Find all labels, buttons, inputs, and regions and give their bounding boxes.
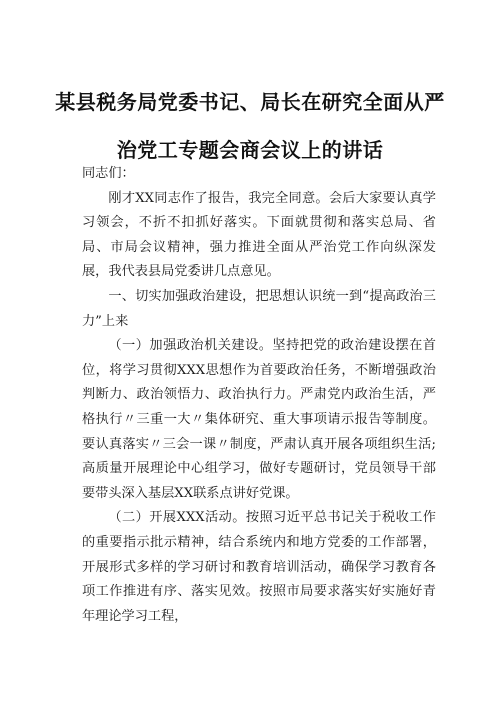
document-title-line-2: 治党工专题会商会议上的讲话 [116, 138, 384, 162]
paragraph-political-organ-building: （一）加强政治机关建设。坚持把党的政治建设摆在首位，将学习贯彻XXX思想作为首要政治任务，不断增强政治判断力、政治领悟力、政治执行力。严肃党内政治生活，严格执行〃三重一大〃集体研究、重大事项请示报告等制度。要认真落实〃三会一课〃制度，严肃认真开展各项组织生活;高质量开展理论中心组学习，做好专题研讨，党员领导干部要带头深入基层XX联系点讲好党课。 [82, 338, 436, 501]
paragraph-opening: 刚才XX同志作了报告，我完全同意。会后大家要认真学习领会，不折不扣抓好落实。下面就贯彻和落实总局、省局、市局会议精神，强力推进全面从严治党工作向纵深发展，我代表县局党委讲几点意见。 [82, 190, 436, 280]
document-body [82, 162, 436, 629]
paragraph-activity: （二）开展XXX活动。按照习近平总书记关于税收工作的重要指示批示精神，结合系统内和地方党委的工作部署，开展形式多样的学习研讨和教育培训活动，确保学习教育各项工作推进有序、落实见效。按照市局要求落实好实施好青年理论学习工程， [82, 510, 436, 624]
salutation: 同志们： [82, 166, 135, 181]
document-title-line-1: 某县税务局党委书记、局长在研究全面从严 [55, 90, 445, 114]
section-heading-1: 一、切实加强政治建设，把思想认识统一到“提高政治三力”上来 [82, 288, 436, 329]
